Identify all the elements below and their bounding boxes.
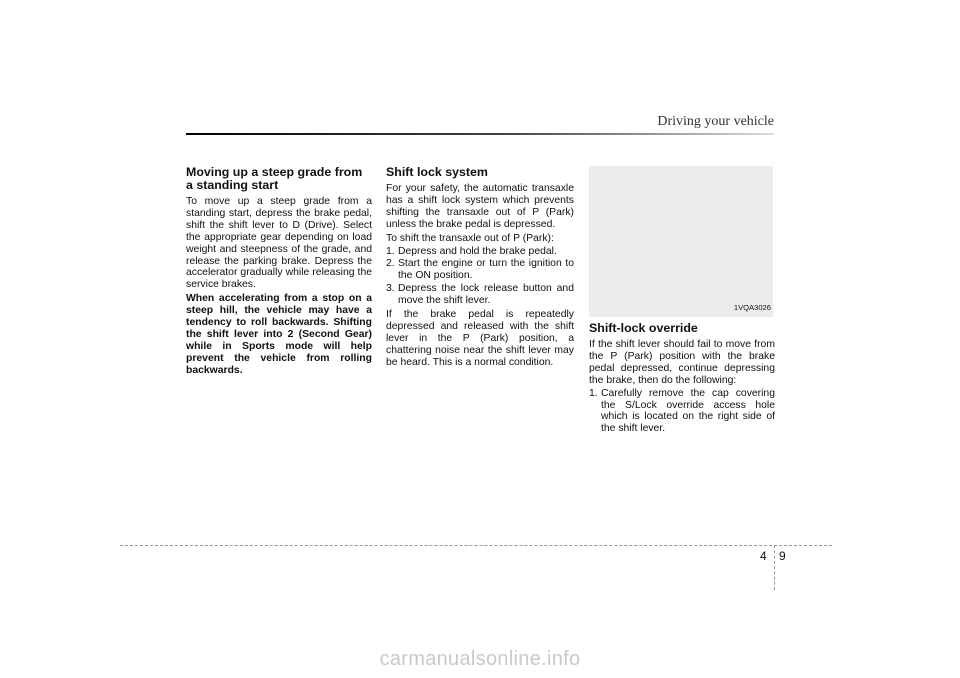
column-shift-lock-override: [589, 166, 775, 435]
override-step: [589, 388, 775, 436]
header-rule: [186, 133, 774, 135]
shift-lock-step: [386, 258, 574, 282]
column-steep-grade: [186, 166, 372, 377]
section-title: Driving your vehicle: [657, 114, 774, 129]
column-shift-lock: [386, 166, 574, 369]
footer-rule: [120, 545, 832, 546]
step-number: 3.: [386, 283, 395, 295]
chapter-number: 4: [760, 549, 767, 563]
shift-lock-step: [386, 246, 574, 258]
step-number: 2.: [386, 258, 395, 270]
steep-grade-warning: When accelerating from a stop on a steep hill, the vehicle may have a tendency to roll backwards. Shifting the shift lever into 2 (Second Gear) while in Sports mode will help prevent the vehicle from rolling backwards.: [186, 293, 372, 376]
step-text: Start the engine or turn the ignition to the ON position.: [398, 258, 574, 282]
step-text: Depress the lock release button and move the shift lever.: [398, 283, 574, 307]
shift-lever-figure: [589, 166, 773, 317]
shift-lock-step: [386, 283, 574, 307]
step-text: Depress and hold the brake pedal.: [398, 245, 557, 257]
figure-code: 1VQA3026: [733, 303, 771, 313]
steep-grade-heading: Moving up a steep grade from a standing start: [186, 165, 363, 192]
shift-lock-closing: If the brake pedal is repeatedly depressed and released with the shift lever in the P (Park) position, a chattering noise near the shift lever may be heard. This is a normal condition.: [386, 309, 574, 368]
step-number: 1.: [386, 245, 395, 257]
shift-lock-lead: To shift the transaxle out of P (Park):: [386, 232, 554, 244]
shift-lock-heading: Shift lock system: [386, 165, 488, 179]
override-heading: Shift-lock override: [589, 321, 698, 335]
step-text: Carefully remove the cap covering the S/Lock override access hole which is located on the right side of the shift lever.: [601, 387, 775, 435]
watermark: carmanualsonline.info: [379, 648, 581, 670]
page-divider: [774, 545, 775, 590]
page-number: 9: [779, 549, 786, 563]
shift-lock-intro: For your safety, the automatic transaxle has a shift lock system which prevents shifting the transaxle out of P (Park) unless the brake pedal is depressed.: [386, 183, 574, 230]
override-intro: If the shift lever should fail to move from the P (Park) position with the brake pedal depressed, continue depressing the brake, then do the following:: [589, 339, 775, 386]
steep-grade-paragraph: To move up a steep grade from a standing start, depress the brake pedal, shift the shift lever to D (Drive). Select the appropriate gear depending on load weight and steepness of the grade, and release the parking brake. Depress the accelerator gradually while releasing the service brakes.: [186, 196, 372, 291]
step-number: 1.: [589, 387, 598, 399]
